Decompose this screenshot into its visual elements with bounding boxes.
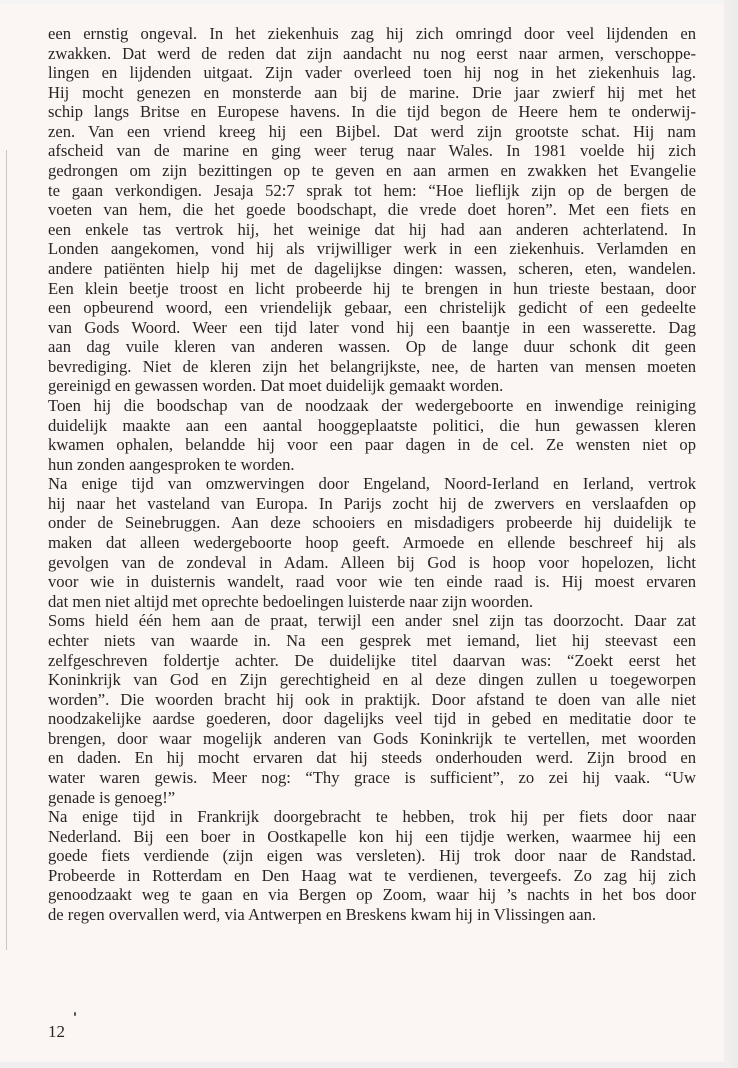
text-line: maken dat alleen wedergeboorte hoop geeft. Armoede en ellende beschreef hij als <box>48 533 696 553</box>
text-line: kwamen ophalen, belandde hij voor een paar dagen in de cel. Ze wensten niet op <box>48 435 696 455</box>
paragraph <box>48 24 696 396</box>
text-line: noodzakelijke aardse goederen, door dagelijks veel tijd in gebed en meditatie door te <box>48 709 696 729</box>
text-line: zen. Van een vriend kreeg hij een Bijbel. Dat werd zijn grootste schat. Hij nam <box>48 121 696 141</box>
text-line: Koninkrijk van God en Zijn gerechtigheid en al deze dingen zullen u toegeworpen <box>48 670 696 690</box>
text-line: hij naar het vasteland van Europa. In Parijs zocht hij de zwervers en verslaafden op <box>48 493 696 513</box>
paragraph <box>48 474 696 611</box>
text-line: gereinigd en gewassen worden. Dat moet duidelijk gemaakt worden. <box>48 376 504 396</box>
text-line: water waren gewis. Meer nog: “Thy grace is sufficient”, zo zei hij vaak. “Uw <box>48 767 696 787</box>
text-line: andere patiënten hielp hij met de dagelijkse dingen: wassen, scheren, eten, wandelen. <box>48 258 696 278</box>
text-line: Hij mocht genezen en monsterde aan bij de marine. Drie jaar zwierf hij met het <box>48 82 696 102</box>
page-number: 12 <box>48 1022 65 1041</box>
text-line: bevrediging. Niet de kleren zijn het belangrijkste, nee, de harten van mensen moeten <box>48 356 696 376</box>
text-line: de regen overvallen werd, via Antwerpen en Breskens kwam hij in Vlissingen aan. <box>48 905 597 925</box>
print-speck <box>74 1012 76 1016</box>
text-line: voeten van hem, die het goede boodschapt, die vrede doet horen”. Met een fiets en <box>48 200 696 220</box>
text-line: Toen hij die boodschap van de noodzaak der wedergeboorte en inwendige reiniging <box>48 395 696 415</box>
text-line: zwakken. Dat werd de reden dat zijn aandacht nu nog eerst naar armen, verschoppe- <box>48 43 696 63</box>
text-line: dat men niet altijd met oprechte bedoelingen luisterde naar zijn woorden. <box>48 591 534 611</box>
text-line: onder de Seinebruggen. Aan deze schooiers en misdadigers probeerde hij duidelijk te <box>48 513 696 533</box>
text-line: voor wie in duisternis wandelt, raad voor wie ten einde raad is. Hij moest ervaren <box>48 572 696 592</box>
text-line: Londen aangekomen, vond hij als vrijwilliger werk in een ziekenhuis. Verlamden en <box>48 239 696 259</box>
text-line: gedrongen om zijn bezittingen op te geven en aan armen en zwakken het Evangelie <box>48 161 696 181</box>
text-line: een opbeurend woord, een vriendelijk gebaar, een christelijk gedicht of een gedeelte <box>48 298 696 318</box>
text-line: en daden. En hij mocht ervaren dat hij steeds onderhouden werd. Zijn brood en <box>48 748 696 768</box>
text-line: brengen, door waar mogelijk anderen van Gods Koninkrijk te vertellen, met woorden <box>48 728 696 748</box>
page-right-shadow <box>724 0 738 1068</box>
text-line: lingen en lijdenden uitgaat. Zijn vader overleed toen hij nog in het ziekenhuis lag. <box>48 63 696 83</box>
binding-edge-line <box>6 150 7 950</box>
text-line: worden”. Die woorden bracht hij ook in praktijk. Door afstand te doen van alle niet <box>48 689 696 709</box>
paragraph <box>48 807 696 924</box>
text-line: hun zonden aangesproken te worden. <box>48 454 295 474</box>
text-line: een enkele tas vertrok hij, het weinige dat hij had aan anderen achterlatend. In <box>48 219 696 239</box>
text-line: te gaan verkondigen. Jesaja 52:7 sprak tot hem: “Hoe lieflijk zijn op de bergen de <box>48 180 696 200</box>
text-line: afscheid van de marine en ging weer terug naar Wales. In 1981 voelde hij zich <box>48 141 696 161</box>
text-line: aan dag vuile kleren van anderen wassen. Op de lange duur schonk dit geen <box>48 337 696 357</box>
text-line: gevolgen van de zondeval in Adam. Alleen bij God is hoop voor hopelozen, licht <box>48 552 696 572</box>
text-line: Probeerde in Rotterdam en Den Haag wat te verdienen, tevergeefs. Zo zag hij zich <box>48 865 696 885</box>
text-line: Nederland. Bij een boer in Oostkapelle kon hij een tijdje werken, waarmee hij een <box>48 826 696 846</box>
text-line: duidelijk maakte aan een aantal hooggeplaatste politici, die hun gewassen kleren <box>48 415 696 435</box>
paragraph <box>48 611 696 807</box>
text-line: goede fiets verdiende (zijn eigen was versleten). Hij trok door naar de Randstad. <box>48 846 696 866</box>
text-line: Na enige tijd van omzwervingen door Engeland, Noord-Ierland en Ierland, vertrok <box>48 474 696 494</box>
text-line: schip langs Britse en Europese havens. In die tijd begon de Heere hem te onderwij- <box>48 102 696 122</box>
text-line: genoodzaakt weg te gaan en via Bergen op Zoom, waar hij ’s nachts in het bos door <box>48 885 696 905</box>
text-line: echter niets van waarde in. Na een gesprek met iemand, liet hij steevast een <box>48 630 696 650</box>
text-line: Een klein beetje troost en licht probeerde hij te brengen in hun trieste bestaan, door <box>48 278 696 298</box>
body-text <box>48 24 696 925</box>
text-line: Soms hield één hem aan de praat, terwijl een ander snel zijn tas doorzocht. Daar zat <box>48 611 696 631</box>
text-line: genade is genoeg!” <box>48 787 176 807</box>
text-line: zelfgeschreven foldertje achter. De duidelijke titel daarvan was: “Zoekt eerst het <box>48 650 696 670</box>
paragraph <box>48 396 696 474</box>
text-line: Na enige tijd in Frankrijk doorgebracht te hebben, trok hij per fiets door naar <box>48 807 696 827</box>
text-line: van Gods Woord. Weer een tijd later vond hij een baantje in een wasserette. Dag <box>48 317 696 337</box>
text-line: een ernstig ongeval. In het ziekenhuis zag hij zich omringd door veel lijdenden en <box>48 24 696 43</box>
